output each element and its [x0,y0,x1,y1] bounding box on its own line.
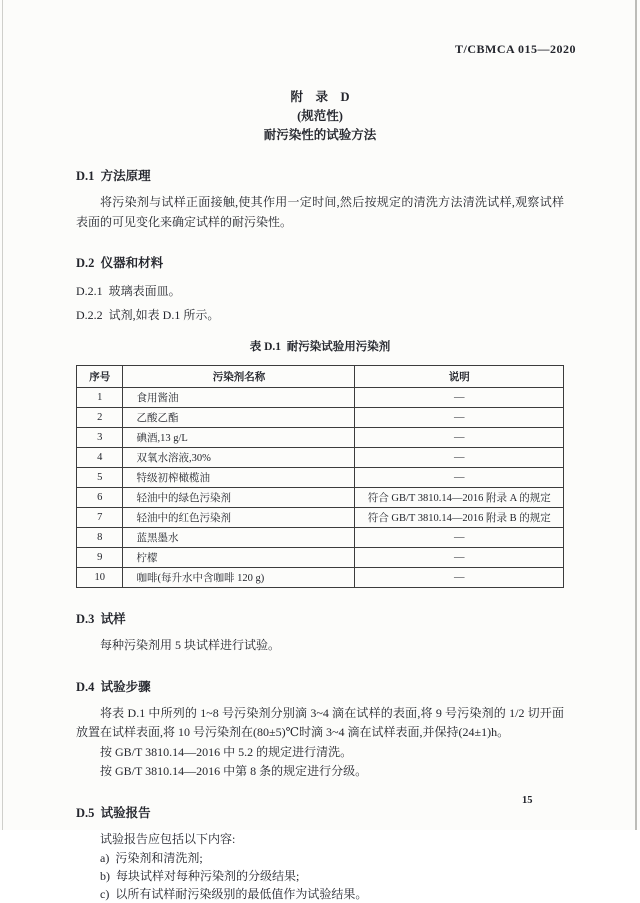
section-d5-intro: 试验报告应包括以下内容: [100,831,236,846]
table-row [77,468,564,488]
table-cell: 特级初榨橄榄油 [123,468,355,488]
table-header-cell: 污染剂名称 [123,366,355,388]
table-cell: 轻油中的红色污染剂 [123,508,355,528]
report-item-b: b) 每块试样对每种污染剂的分级结果; [100,869,300,883]
pollutant-table [76,365,564,588]
table-row [77,388,564,408]
doc-number: T/CBMCA 015—2020 [454,42,576,56]
table-head [77,366,564,388]
section-d3-heading: D.3 试样 [76,612,126,626]
table-cell: 符合 GB/T 3810.14—2016 附录 B 的规定 [355,508,564,528]
table-cell: 10 [77,568,123,588]
table-cell: — [355,388,564,408]
table-cell: — [355,528,564,548]
table-cell: 双氧水溶液,30% [123,448,355,468]
section-d4-paragraph3: 按 GB/T 3810.14—2016 中第 8 条的规定进行分级。 [100,764,368,778]
table-row [77,548,564,568]
table-cell: 6 [77,488,123,508]
report-item-a: a) 污染剂和清洗剂; [100,851,203,865]
section-d1-paragraph: 将污染剂与试样正面接触,使其作用一定时间,然后按规定的清洗方法清洗试样,观察试样表面的可见变化来确定试样的耐污染性。 [76,195,564,229]
appendix-title-line1: 附 录 D [290,90,350,104]
scan-edge-left [2,0,3,830]
section-d22-text: D.2.2 试剂,如表 D.1 所示。 [76,308,220,322]
table-cell: 碘酒,13 g/L [123,428,355,448]
section-d3-paragraph: 每种污染剂用 5 块试样进行试验。 [100,638,281,652]
table-cell: 7 [77,508,123,528]
table-row [77,448,564,468]
table-cell: — [355,468,564,488]
scan-edge-right [635,0,637,830]
table-cell: 9 [77,548,123,568]
table-row [77,428,564,448]
appendix-title-line2: (规范性) [297,109,343,123]
table-row [77,528,564,548]
table-row [77,408,564,428]
table-cell: 2 [77,408,123,428]
section-d2-heading: D.2 仪器和材料 [76,256,164,270]
section-d21-text: D.2.1 玻璃表面皿。 [76,284,181,298]
top-spacer [76,0,564,88]
table-header-row [77,366,564,388]
table-cell: 5 [77,468,123,488]
section-d4-paragraph2: 按 GB/T 3810.14—2016 中 5.2 的规定进行清洗。 [100,744,353,759]
report-item-c: c) 以所有试样耐污染级别的最低值作为试验结果。 [100,887,368,901]
table-cell: — [355,568,564,588]
table-cell: 轻油中的绿色污染剂 [123,488,355,508]
table-cell: 1 [77,388,123,408]
page-content [76,0,564,903]
table-row [77,568,564,588]
table-cell: — [355,428,564,448]
table-title: 表 D.1 耐污染试验用污染剂 [249,341,391,353]
table-cell: 符合 GB/T 3810.14—2016 附录 A 的规定 [355,488,564,508]
table-cell: 乙酸乙酯 [123,408,355,428]
section-d4-paragraph1: 将表 D.1 中所列的 1~8 号污染剂分别滴 3~4 滴在试样的表面,将 9 号污染剂的 1/2 切开面放置在试样表面,将 10 号污染剂在(80±5)℃时滴 3~4 滴在试样表面,并保持(24±1)h。 [76,705,564,739]
table-cell: 8 [77,528,123,548]
table-cell: 3 [77,428,123,448]
table-cell: — [355,408,564,428]
table-cell: 柠檬 [123,548,355,568]
section-d5-heading: D.5 试验报告 [76,805,151,820]
appendix-title-line3: 耐污染性的试验方法 [263,128,377,142]
table-row [77,488,564,508]
table-cell: 4 [77,448,123,468]
page-number: 15 [522,795,533,806]
table-row [77,508,564,528]
table-cell: 咖啡(每升水中含咖啡 120 g) [123,568,355,588]
section-d1-heading: D.1 方法原理 [76,169,151,183]
table-cell: 食用酱油 [123,388,355,408]
section-d4-heading: D.4 试验步骤 [76,679,151,694]
table-body [77,388,564,588]
table-cell: — [355,548,564,568]
table-cell: — [355,448,564,468]
table-cell: 蓝黑墨水 [123,528,355,548]
table-header-cell: 说明 [355,366,564,388]
table-header-cell: 序号 [77,366,123,388]
